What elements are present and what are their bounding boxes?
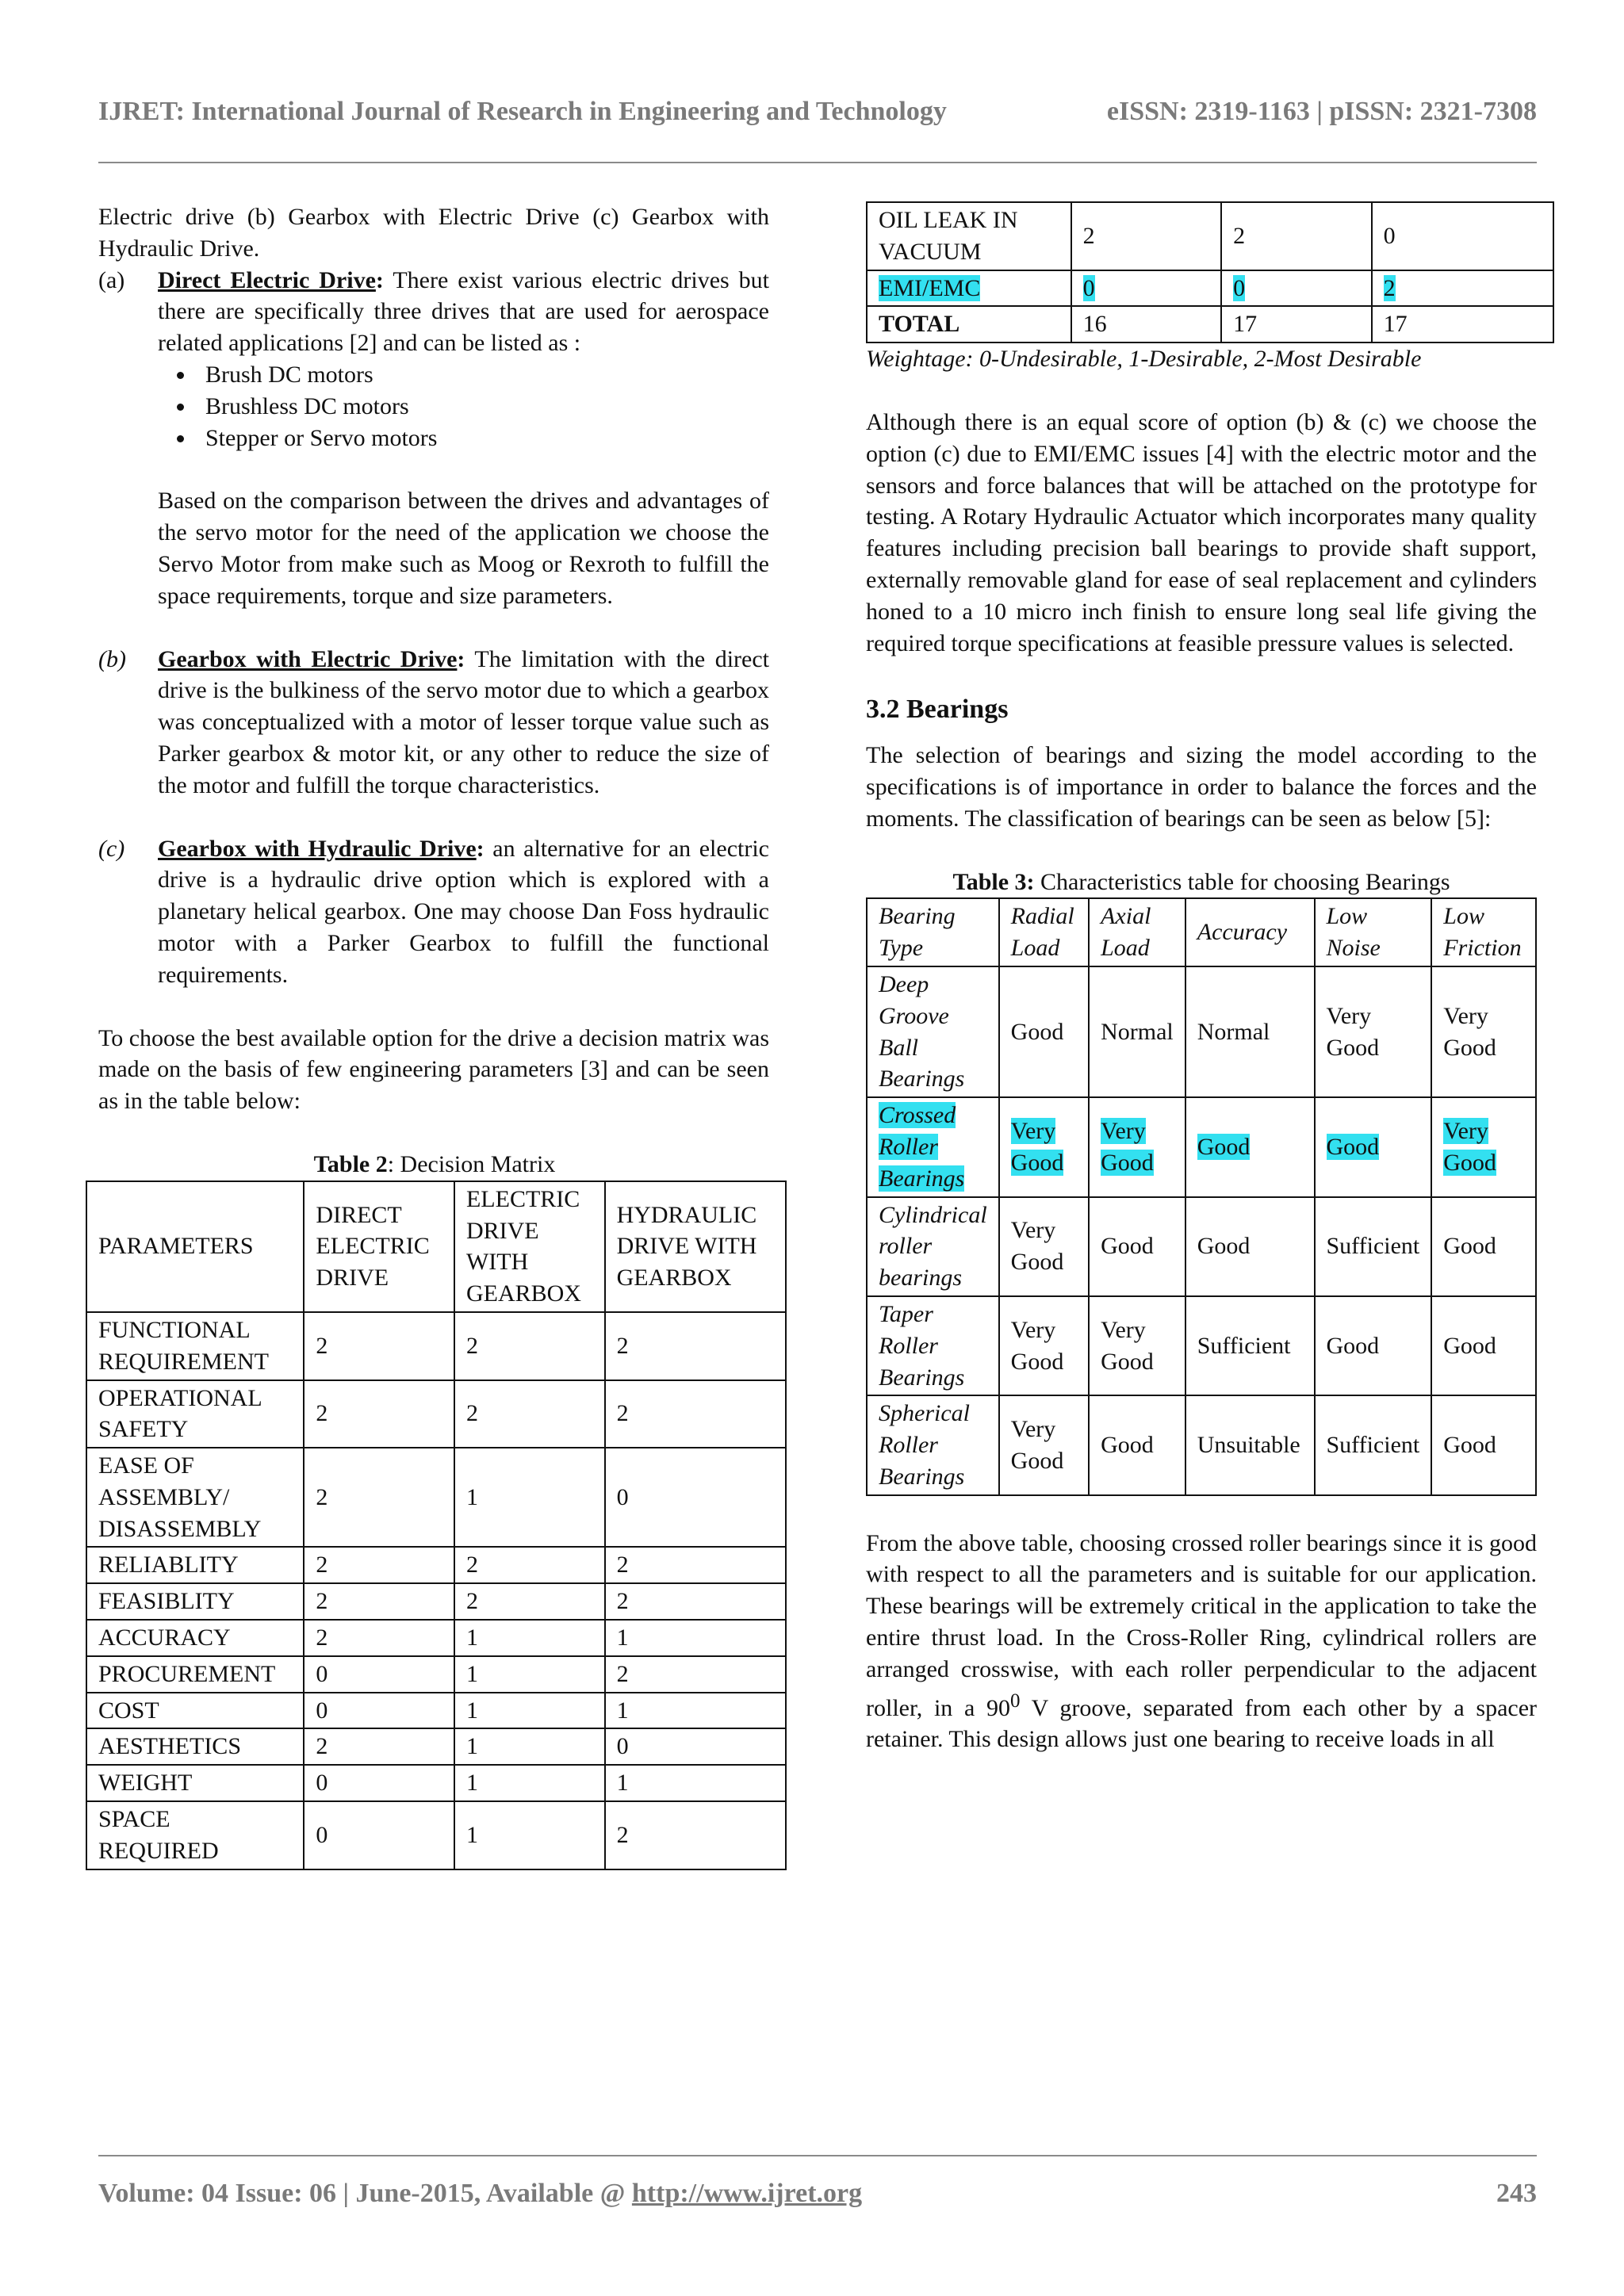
item-a-paragraph: Based on the comparison between the drives and advantages of the servo motor for the need of the application we choose the Servo Motor from make such as Moog or Rexroth to fulfill the space requirements, torque and size parameters. (158, 488, 769, 609)
table-cell: PROCUREMENT (86, 1656, 304, 1693)
table-cell: Very Good (999, 1395, 1089, 1494)
table-cell: 2 (605, 1583, 786, 1620)
item-a: (a) Direct Electric Drive: There exist various electric drives but there are specifically three drives that are used for aerospace related applications [2] and can be listed as : (98, 265, 769, 359)
item-c-title: Gearbox with Hydraulic Drive (158, 835, 477, 862)
table-cell: Very Good (1089, 1097, 1185, 1196)
bearings-table (866, 897, 1537, 1495)
table-cell: Very Good (999, 1197, 1089, 1296)
item-a-label: (a) (98, 266, 125, 293)
table-row (86, 1312, 786, 1380)
table-cell: AESTHETICS (86, 1728, 304, 1765)
table-cell: Very Good (999, 1296, 1089, 1395)
table-cell: Normal (1185, 966, 1315, 1097)
table-cell: 17 (1372, 306, 1553, 342)
table-row (86, 1620, 786, 1656)
table-cell: TOTAL (867, 306, 1071, 342)
item-b-label: (b) (98, 645, 126, 672)
table-cell: 2 (304, 1380, 454, 1448)
table-cell: 2 (1221, 202, 1372, 270)
item-c-text: an alternative for an electric drive is a hydraulic drive option which is explored with a planetary helical gearbox. One may choose Dan Foss hydraulic motor with a Parker Gearbox to fulfill the functional requirements. (158, 835, 769, 988)
table-cell: Sufficient (1185, 1296, 1315, 1395)
table-cell: Low Noise (1315, 898, 1432, 966)
table-cell: Very Good (999, 1097, 1089, 1196)
table-cell: 1 (605, 1620, 786, 1656)
table-cell: 2 (454, 1380, 605, 1448)
table-cell: Very Good (1431, 1097, 1536, 1196)
table-cell: 1 (454, 1765, 605, 1801)
table-cell: 0 (605, 1448, 786, 1547)
item-c: (c) Gearbox with Hydraulic Drive: an alternative for an electric drive is a hydraulic drive option which is explored with a planetary helical gearbox. One may choose Dan Foss hydraulic motor with a Parker Gearbox to fulfill the functional requirements. (98, 833, 769, 991)
table-cell: 1 (454, 1620, 605, 1656)
table-cell: Low Friction (1431, 898, 1536, 966)
table-cell: Unsuitable (1185, 1395, 1315, 1494)
table-row (867, 1197, 1536, 1296)
selection-paragraph: Although there is an equal score of option (b) & (c) we choose the option (c) due to EMI/EMC issues [4] with the electric motor and the sensors and force balances that will be attached on the prototype for testing. A Rotary Hydraulic Actuator which incorporates many quality features including precision ball bearings to provide shaft support, externally removable gland for ease of seal replacement and cylinders honed to a 10 micro inch finish to ensure long seal life giving the required torque specifications at feasible pressure values is selected. (866, 408, 1537, 656)
table-cell: Crossed Roller Bearings (867, 1097, 999, 1196)
table-cell: Radial Load (999, 898, 1089, 966)
footer-rule (98, 2155, 1537, 2156)
drive-list (98, 359, 769, 453)
table-row (867, 1296, 1536, 1395)
journal-link[interactable]: http://www.ijret.org (631, 2179, 863, 2208)
table-row (86, 1656, 786, 1693)
table-cell: Normal (1089, 966, 1185, 1097)
table-cell: Very Good (1089, 1296, 1185, 1395)
table-cell: 1 (454, 1448, 605, 1547)
table-cell: 2 (454, 1312, 605, 1380)
table-cell: COST (86, 1693, 304, 1729)
table-row (867, 270, 1553, 307)
table-row (867, 202, 1553, 270)
table3-caption: Table 3: Characteristics table for choosing Bearings (952, 868, 1450, 895)
table-cell: 2 (605, 1547, 786, 1583)
table-cell: WEIGHT (86, 1765, 304, 1801)
decision-matrix-continued (866, 201, 1554, 343)
table-header-cell: PARAMETERS (86, 1181, 304, 1312)
table-cell: Good (1185, 1097, 1315, 1196)
table-row (86, 1547, 786, 1583)
table-row (86, 1801, 786, 1869)
item-b: (b) Gearbox with Electric Drive: The limitation with the direct drive is the bulkiness of the servo motor due to which a gearbox was conceptualized with a motor of lesser torque value such as Parker gearbox & motor kit, or any other to reduce the size of the motor and fulfill the torque characteristics. (98, 644, 769, 802)
bearings-paragraph: The selection of bearings and sizing the model according to the specifications is of importance in order to balance the forces and the moments. The classification of bearings can be seen as below [5]: (866, 742, 1537, 832)
table-cell: 0 (1071, 270, 1222, 307)
decision-paragraph: To choose the best available option for the drive a decision matrix was made on the basis of few engineering parameters [3] and can be seen as in the table below: (98, 1024, 769, 1115)
table-cell: Very Good (1431, 966, 1536, 1097)
table-row (86, 1728, 786, 1765)
table-cell: Deep Groove Ball Bearings (867, 966, 999, 1097)
table-header-cell: ELECTRIC DRIVE WITH GEARBOX (454, 1181, 605, 1312)
table-cell: 2 (605, 1312, 786, 1380)
table-cell: SPACE REQUIRED (86, 1801, 304, 1869)
table-cell: 1 (454, 1693, 605, 1729)
table-cell: FEASIBLITY (86, 1583, 304, 1620)
page-header (98, 97, 1537, 127)
table-cell: 16 (1071, 306, 1222, 342)
decision-matrix-table (86, 1181, 787, 1870)
table-cell: OPERATIONAL SAFETY (86, 1380, 304, 1448)
table-cell: Good (1315, 1296, 1432, 1395)
table-row (86, 1693, 786, 1729)
table-cell: 0 (1221, 270, 1372, 307)
item-a-title: Direct Electric Drive (158, 266, 376, 293)
table-cell: 0 (304, 1801, 454, 1869)
table-cell: Good (1315, 1097, 1432, 1196)
item-a-text: There exist various electric drives but there are specifically three drives that are used for aerospace related applications [2] and can be listed as : (158, 266, 769, 357)
intro-text: Electric drive (b) Gearbox with Electric Drive (c) Gearbox with Hydraulic Drive. (98, 204, 769, 262)
table-cell: Good (1089, 1197, 1185, 1296)
table-header-row (867, 898, 1536, 966)
table-cell: Accuracy (1185, 898, 1315, 966)
table-cell: 2 (304, 1547, 454, 1583)
table-row (86, 1583, 786, 1620)
table-header-row (86, 1181, 786, 1312)
item-b-title: Gearbox with Electric Drive (158, 645, 458, 672)
table-cell: 2 (605, 1656, 786, 1693)
left-column (98, 201, 769, 1870)
table-row (86, 1765, 786, 1801)
table-cell: FUNCTIONAL REQUIREMENT (86, 1312, 304, 1380)
table-cell: 2 (1071, 202, 1222, 270)
table-cell: Sufficient (1315, 1197, 1432, 1296)
table-cell: 0 (1372, 202, 1553, 270)
table-cell: 2 (454, 1547, 605, 1583)
table-cell: Good (1431, 1395, 1536, 1494)
table-cell: 1 (605, 1765, 786, 1801)
table-cell: 17 (1221, 306, 1372, 342)
table-row-highlighted (867, 1097, 1536, 1196)
volume-info: Volume: 04 Issue: 06 | June-2015, Available @ http://www.ijret.org (98, 2179, 863, 2208)
table-cell: 2 (605, 1380, 786, 1448)
table-cell: 1 (454, 1656, 605, 1693)
table-cell: Bearing Type (867, 898, 999, 966)
table-cell: 0 (304, 1693, 454, 1729)
table-cell: 2 (304, 1583, 454, 1620)
table-row (86, 1380, 786, 1448)
table-cell: 2 (304, 1312, 454, 1380)
issn: eISSN: 2319-1163 | pISSN: 2321-7308 (1106, 97, 1537, 126)
table-cell: Good (1431, 1296, 1536, 1395)
table-cell: EASE OF ASSEMBLY/ DISASSEMBLY (86, 1448, 304, 1547)
table-row (86, 1448, 786, 1547)
table-total-row (867, 306, 1553, 342)
table2-caption: Table 2: Decision Matrix (313, 1150, 556, 1177)
table-cell: 0 (304, 1656, 454, 1693)
table-cell: 2 (605, 1801, 786, 1869)
section-heading: 3.2 Bearings (866, 695, 1009, 725)
table-row (867, 1395, 1536, 1494)
table-cell: 2 (454, 1583, 605, 1620)
list-item: • Stepper or Servo motors (196, 423, 769, 454)
header-rule (98, 162, 1537, 163)
table-cell: 0 (605, 1728, 786, 1765)
table-cell: Very Good (1315, 966, 1432, 1097)
table-cell: 2 (1372, 270, 1553, 307)
table-cell: 1 (454, 1801, 605, 1869)
table-cell: Spherical Roller Bearings (867, 1395, 999, 1494)
table-header-cell: DIRECT ELECTRIC DRIVE (304, 1181, 454, 1312)
table-cell: Good (1185, 1197, 1315, 1296)
table-cell: Sufficient (1315, 1395, 1432, 1494)
table-cell: Cylindrical roller bearings (867, 1197, 999, 1296)
item-b-text: The limitation with the direct drive is the bulkiness of the servo motor due to which a gearbox was conceptualized with a motor of lesser torque value such as Parker gearbox & motor kit, or any other to reduce the size of the motor and fulfill the torque characteristics. (158, 645, 769, 798)
table-cell: EMI/EMC (867, 270, 1071, 307)
table-cell: Taper Roller Bearings (867, 1296, 999, 1395)
item-c-label: (c) (98, 835, 125, 862)
list-item: • Brushless DC motors (196, 391, 769, 423)
table-cell: Good (1431, 1197, 1536, 1296)
table-cell: Good (999, 966, 1089, 1097)
page-footer (98, 2179, 1537, 2209)
table-row (867, 966, 1536, 1097)
table-cell: 1 (605, 1693, 786, 1729)
table-cell: 0 (304, 1765, 454, 1801)
table-header-cell: HYDRAULIC DRIVE WITH GEARBOX (605, 1181, 786, 1312)
table-cell: ACCURACY (86, 1620, 304, 1656)
table-cell: 2 (304, 1728, 454, 1765)
table-cell: 2 (304, 1620, 454, 1656)
conclusion-paragraph: From the above table, choosing crossed roller bearings since it is good with respect to all the parameters and is suitable for our application. These bearings will be extremely critical in the application to take the entire thrust load. In the Cross-Roller Ring, cylindrical rollers are arranged crosswise, with each roller perpendicular to the adjacent roller, in a $90^0$ V groove, separated from each other by a spacer retainer. This design allows just one bearing to receive loads in all (866, 1529, 1538, 1753)
right-column (866, 201, 1537, 1755)
table-cell: Good (1089, 1395, 1185, 1494)
table-cell: RELIABLITY (86, 1547, 304, 1583)
journal-title: IJRET: International Journal of Research in Engineering and Technology (98, 97, 947, 126)
list-item: • Brush DC motors (196, 359, 769, 391)
page-number: 243 (1496, 2179, 1537, 2208)
table-cell: 1 (454, 1728, 605, 1765)
table-cell: OIL LEAK IN VACUUM (867, 202, 1071, 270)
table-cell: 2 (304, 1448, 454, 1547)
weightage-note: Weightage: 0-Undesirable, 1-Desirable, 2-Most Desirable (866, 346, 1422, 373)
table-cell: Axial Load (1089, 898, 1185, 966)
